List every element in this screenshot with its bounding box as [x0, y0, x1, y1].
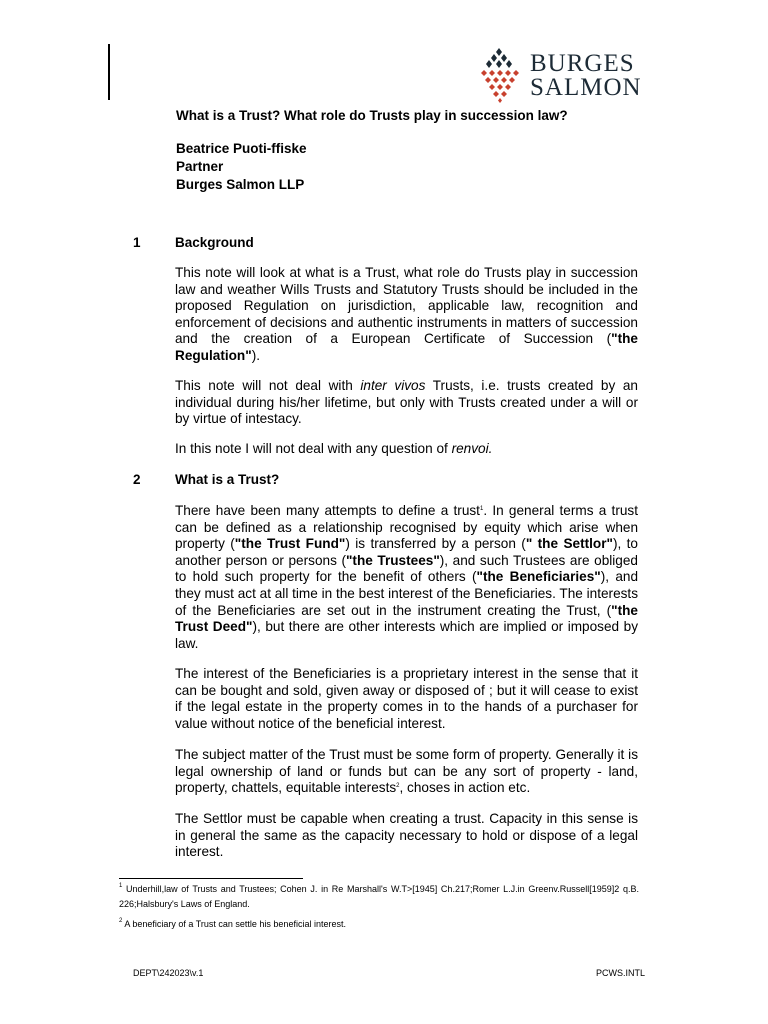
section-1-paragraph-2: This note will not deal with inter vivos Trusts, i.e. trusts created by an individual during his/her lifetime, but only with Trusts created under a will or by virtue of intestacy. — [175, 378, 638, 427]
section-2-number: 2 — [133, 472, 141, 487]
author-block — [176, 140, 307, 194]
footnote-ref-2[interactable]: 2 — [396, 783, 400, 790]
section-2-paragraph-3: The subject matter of the Trust must be some form of property. Generally it is legal ownership of land or funds but can be any sort of property - land, property, chattels, equitable interests$^2$, choses in action etc. — [175, 747, 638, 796]
section-1-title: Background — [175, 235, 254, 250]
burges-salmon-logo — [480, 44, 650, 104]
author-name: Beatrice Puoti-ffiske — [176, 141, 307, 156]
footer-code: PCWS.INTL — [596, 968, 646, 978]
author-role: Partner — [176, 159, 224, 174]
footnote-1: $^1$ Underhill,law of Trusts and Trustees; Cohen J. in Re Marshall's W.T>[1945] Ch.217;Romer L.J.in Greenv.Russell[1959]2 q.B. 226;Halsbury's Laws of England. — [119, 883, 639, 909]
footnote-separator — [119, 878, 303, 879]
section-1-number: 1 — [133, 235, 141, 250]
author-firm: Burges Salmon LLP — [176, 177, 305, 192]
section-2-paragraph-1: There have been many attempts to define a trust$^1$. In general terms a trust can be defined as a relationship recognised by equity which arise when property ("the Trust Fund") is transferred by a person (" the Settlor"), to another person or persons ("the Trustees"), and such Trustees are obliged to hold such property for the benefit of others ("the Beneficiaries"), and they must act at all time in the best interest of the Beneficiaries. The interests of the Beneficiaries are set out in the instrument creating the Trust, ("the Trust Deed"), but there are other interests which are implied or imposed by law. — [175, 503, 639, 651]
footnote-ref-1[interactable]: 1 — [479, 506, 484, 512]
footnote-2: $^2$ A beneficiary of a Trust can settle his beneficial interest. — [119, 918, 346, 929]
logo-emblem-icon — [480, 44, 528, 104]
section-2-paragraph-2: The interest of the Beneficiaries is a proprietary interest in the sense that it can be bought and sold, given away or disposed of ; but it will cease to exist if the legal estate in the property comes in to the hands of a purchaser for value without notice of the beneficial interest. — [175, 666, 638, 731]
section-1-paragraph-3: In this note I will not deal with any question of renvoi. — [175, 441, 493, 456]
logo-word-1: BURGES — [530, 50, 635, 77]
logo-word-2: SALMON — [530, 74, 642, 101]
section-1-paragraph-1: This note will look at what is a Trust, what role do Trusts play in succession law and weather Wills Trusts and Statutory Trusts should be included in the proposed Regulation on jurisdiction, applicable law, recognition and enforcement of decisions and authentic instruments in matters of succession and the creation of a European Certificate of Succession ("the Regulation"). — [175, 265, 638, 363]
document-title: What is a Trust? What role do Trusts play in succession law? — [176, 108, 568, 123]
section-2-paragraph-4: The Settlor must be capable when creating a trust. Capacity in this sense is in general the same as the capacity necessary to hold or dispose of a legal interest. — [175, 811, 638, 860]
margin-rule — [108, 44, 110, 100]
footer-document-ref: DEPT\242023\v.1 — [133, 968, 204, 978]
section-2-title: What is a Trust? — [175, 472, 280, 487]
